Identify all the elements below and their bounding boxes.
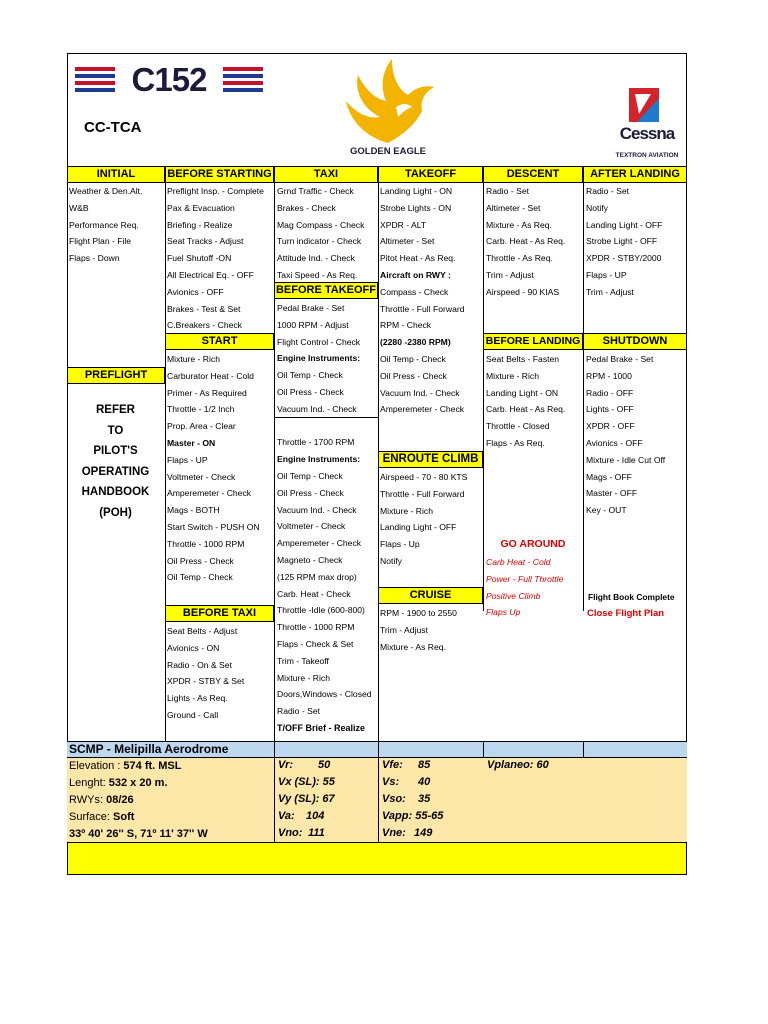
airport-name: SCMP - Melipilla Aerodrome — [69, 742, 229, 756]
cruise-list: RPM - 1900 to 2550 Trim - Adjust Mixture - As Req. — [380, 608, 457, 652]
before-taxi-list: Seat Belts - Adjust Avionics - ON Radio - On & Set XPDR - STBY & Set Lights - As Req. Ground - Call — [167, 626, 245, 720]
list-item: Flaps - Down — [69, 253, 120, 264]
flight-book-note: Flight Book Complete — [588, 592, 675, 602]
header-before-landing: BEFORE LANDING — [483, 333, 583, 350]
header-preflight: PREFLIGHT — [67, 367, 165, 384]
descent-list: Radio - Set Altimeter - Set Mixture - As Req. Carb. Heat - As Req. Throttle - As Req. Trim - Adjust Airspeed - 90 KIAS — [486, 186, 566, 297]
speed-vne: Vne: 149 — [382, 827, 433, 839]
cessna-icon — [629, 88, 659, 122]
speed-vno: Vno: 111 — [278, 827, 325, 839]
speed-vfe: Vfe: 85 — [382, 759, 431, 771]
header-before-starting: BEFORE STARTING — [165, 166, 274, 183]
golden-eagle-logo — [336, 57, 440, 159]
divider — [165, 166, 166, 741]
start-list: Mixture - Rich Carburator Heat - Cold Primer - As Required Throttle - 1/2 Inch Prop. Area - Clear Master - ON Flaps - UP Voltmeter - Check Amperemeter - Check Mags - BOTH Start Switch - PUSH ON Throttle - 1000 RPM Oil Press - Check Oil Temp - Check — [167, 354, 260, 583]
header-initial: INITIAL — [67, 166, 165, 183]
header-enroute-climb: ENROUTE CLIMB — [378, 451, 483, 468]
speed-vx: Vx (SL): 55 — [278, 776, 335, 788]
header-cruise: CRUISE — [378, 587, 483, 604]
airport-coords: 33º 40' 26'' S, 71º 11' 37'' W — [69, 828, 208, 840]
speed-vy: Vy (SL): 67 — [278, 793, 335, 805]
divider — [583, 741, 584, 758]
maker-sub: TEXTRON AVIATION — [615, 152, 679, 159]
header-descent: DESCENT — [483, 166, 583, 183]
after-landing-list: Radio - Set Notify Landing Light - OFF Strobe Light - OFF XPDR - STBY/2000 Flaps - UP Trim - Adjust — [586, 186, 663, 297]
initial-list — [69, 183, 142, 267]
divider — [274, 741, 275, 842]
divider — [274, 166, 275, 841]
list-item: Flight Plan - File — [69, 236, 132, 247]
speed-vapp: Vapp: 55-65 — [382, 810, 444, 822]
airport-rwys: RWYs: 08/26 — [69, 794, 134, 806]
speed-va: Va: 104 — [278, 810, 325, 822]
header-start: START — [165, 333, 274, 350]
takeoff-list: Landing Light - ON Strobe Lights - ON XPDR - ALT Altimeter - Set Pitot Heat - As Req. Aircraft on RWY : Compass - Check Throttle - Full Forward RPM - Check (2280 -2380 RPM) Oil Temp - Check Oil Press - Check Vacuum Ind. - Check Amperemeter - Check — [380, 186, 465, 415]
divider — [583, 166, 584, 611]
model-name: C152 — [131, 61, 207, 98]
header-before-takeoff: BEFORE TAKEOFF — [274, 282, 378, 299]
club-name: GOLDEN EAGLE — [349, 146, 426, 157]
taxi-list: Grnd Traffic - Check Brakes - Check Mag Compass - Check Turn indicator - Check Attitude Ind. - Check Taxi Speed - As Req. — [277, 186, 365, 280]
speed-vr: Vr: 50 — [278, 759, 331, 771]
divider — [483, 741, 484, 758]
refer-poh: REFER TO PILOT'S OPERATING HANDBOOK (POH) — [81, 404, 150, 519]
enroute-climb-list: Airspeed - 70 - 80 KTS Throttle - Full Forward Mixture - Rich Landing Light - OFF Flaps - Up Notify — [380, 472, 468, 566]
cessna-logo — [612, 88, 682, 163]
divider — [378, 166, 379, 841]
maker-name: Cessna — [619, 124, 675, 143]
header-takeoff: TAKEOFF — [378, 166, 483, 183]
footer-band — [67, 842, 687, 875]
registration: CC-TCA — [84, 119, 142, 136]
before-takeoff-list: Pedal Brake - Set 1000 RPM - Adjust Flight Control - Check Engine Instruments: Oil Temp - Check Oil Press - Check Vacuum Ind. - Check Throttle - 1700 RPM Engine Instruments: Oil Temp - Check Oil Press - Check Vacuum Ind. - Check Voltmeter - Check Amperemeter - Check Magneto - Check (125 RPM max drop) Carb. Heat - Check Throttle -Idle (600-800) Throttle - 1000 RPM Flaps - Check & Set Trim - Takeoff Mixture - Rich Doors,Windows - Closed Radio - Set T/OFF Brief - Realize — [277, 303, 372, 733]
header-after-landing: AFTER LANDING — [583, 166, 687, 183]
header-shutdown: SHUTDOWN — [583, 333, 687, 350]
c152-logo — [75, 61, 263, 98]
list-item: Performance Req. — [69, 219, 139, 230]
airport-length: Lenght: 532 x 20 m. — [69, 777, 168, 789]
before-starting-list: Preflight Insp. - Complete Pax & Evacuation Briefing - Realize Seat Tracks - Adjust Fuel Shutoff -ON All Electrical Eq. - OFF Avionics - OFF Brakes - Test & Set C.Breakers - Check — [167, 186, 264, 331]
airport-surface: Surface: Soft — [69, 811, 135, 823]
header-taxi: TAXI — [274, 166, 378, 183]
go-around-list: Carb Heat - Cold Power - Full Throttle Positive Climb Flaps Up — [486, 557, 564, 618]
speed-vplaneo: Vplaneo: 60 — [487, 759, 549, 771]
divider — [378, 741, 379, 842]
header-before-taxi: BEFORE TAXI — [165, 605, 274, 622]
go-around-title: GO AROUND — [500, 538, 566, 550]
list-item: W&B — [69, 202, 89, 213]
airport-elevation: Elevation : 574 ft. MSL — [69, 760, 182, 772]
close-flight-plan-note: Close Flight Plan — [587, 608, 665, 619]
eagle-icon — [336, 57, 440, 145]
shutdown-list: Pedal Brake - Set RPM - 1000 Radio - OFF Lights - OFF XPDR - OFF Avionics - OFF Mixture - Idle Cut Off Mags - OFF Master - OFF Key - OUT — [586, 354, 666, 516]
speed-vs: Vs: 40 — [382, 776, 431, 788]
list-item: Weather & Den.Alt. — [69, 186, 143, 196]
before-landing-list: Seat Belts - Fasten Mixture - Rich Landing Light - ON Carb. Heat - As Req. Throttle - Closed Flaps - As Req. — [486, 354, 566, 448]
speed-vso: Vso: 35 — [382, 793, 431, 805]
